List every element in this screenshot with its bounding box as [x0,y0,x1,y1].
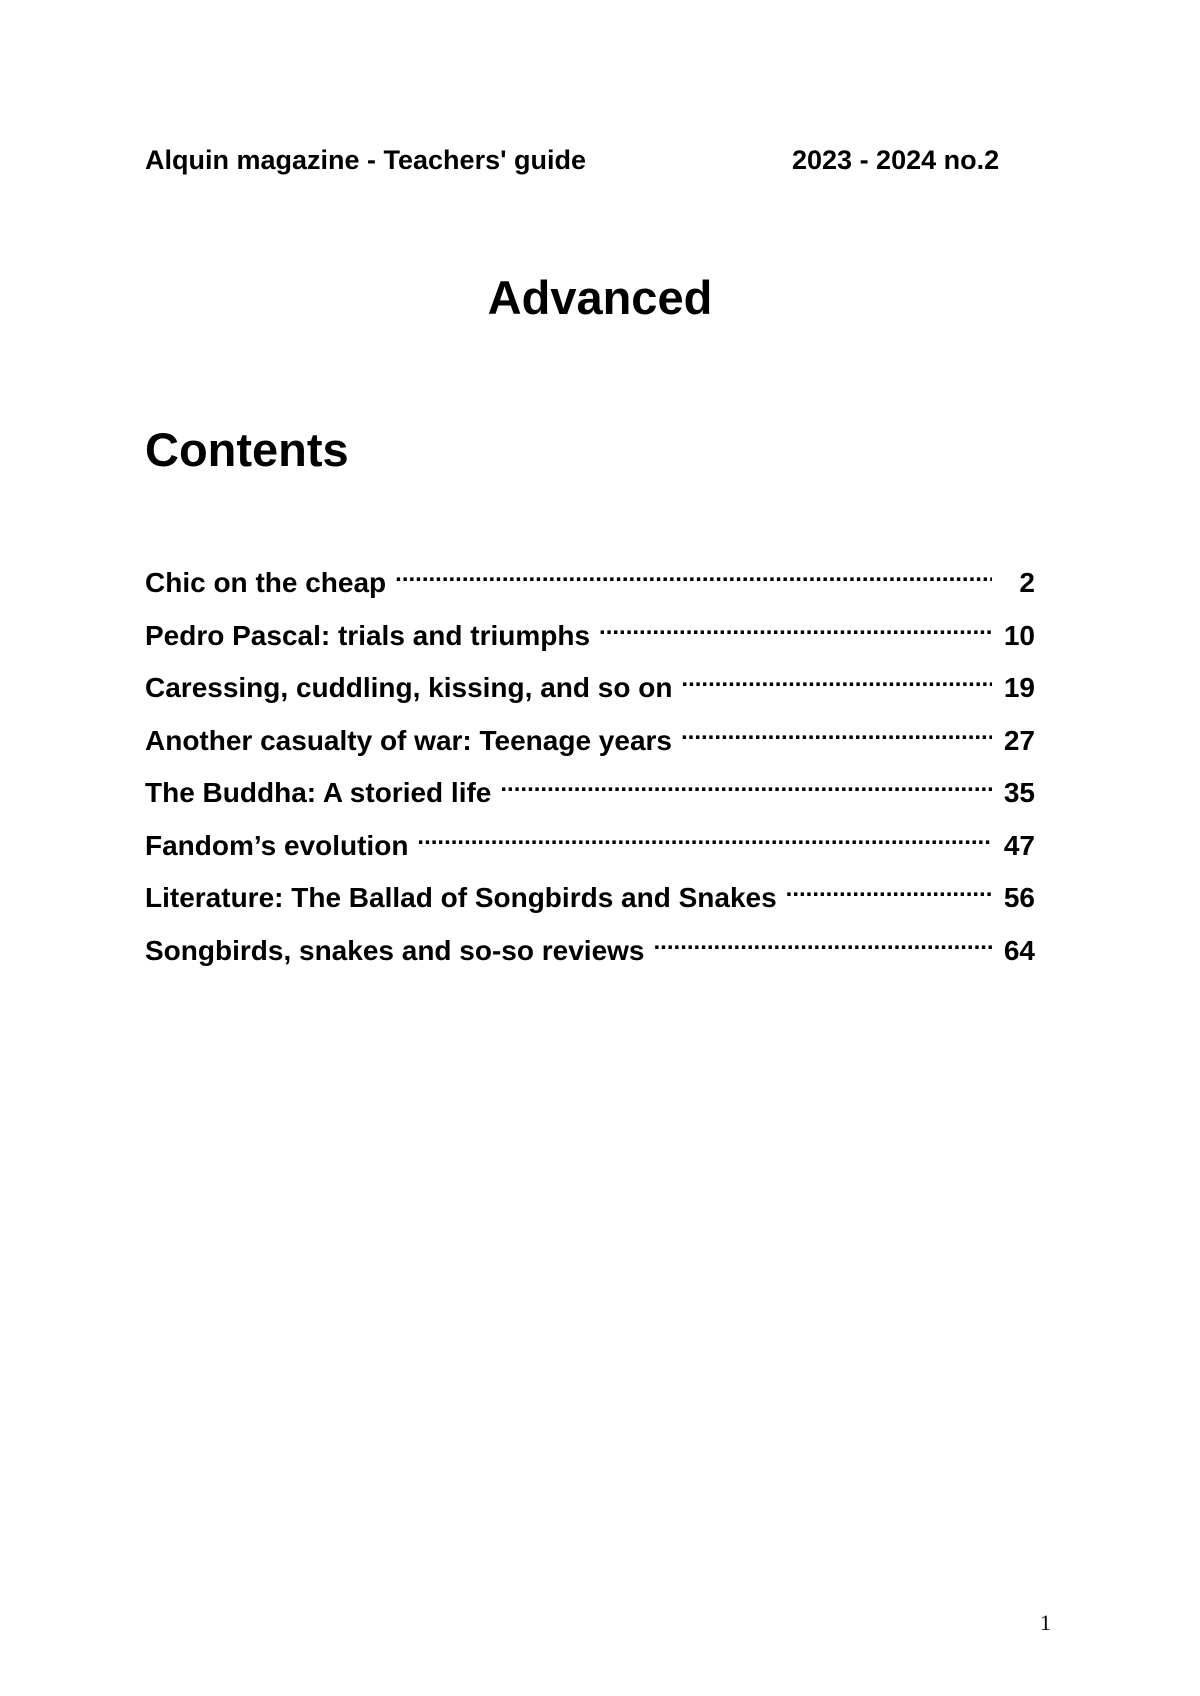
toc-entry-title: Pedro Pascal: trials and triumphs [145,619,591,651]
publication-title: Alquin magazine - Teachers' guide [145,145,587,175]
toc-entry [145,871,1035,924]
toc-entry [145,556,1035,609]
dot-leader [500,766,992,802]
contents-heading: Contents [145,423,349,476]
toc-entry-title: The Buddha: A storied life [145,777,492,808]
dot-leader [599,609,992,645]
toc-entry-page: 35 [1003,777,1035,808]
table-of-contents [145,556,1035,976]
toc-entry-title: Chic on the cheap [145,567,387,598]
toc-entry-page: 27 [1003,724,1035,756]
dot-leader [786,871,992,907]
toc-entry-page: 2 [1019,567,1035,598]
dot-leader [654,924,992,960]
dot-leader [395,556,992,592]
level-title: Advanced [487,271,713,324]
toc-entry [145,819,1035,872]
toc-entry [145,766,1035,819]
toc-entry-page: 19 [1003,672,1035,703]
dot-leader [417,819,992,855]
dot-leader [681,661,992,697]
dot-leader [681,714,992,750]
toc-entry-page: 56 [1003,882,1035,913]
toc-entry-title: Songbirds, snakes and so-so reviews [145,934,645,966]
page-header [145,145,1010,179]
issue-label: 2023 - 2024 no.2 [792,145,1000,175]
toc-entry [145,661,1035,714]
page-number: 1 [1040,1610,1051,1635]
toc-entry-title: Another casualty of war: Teenage years [145,724,672,756]
toc-entry [145,714,1035,767]
toc-entry-page: 10 [1003,619,1035,651]
toc-entry-title: Literature: The Ballad of Songbirds and Snakes [145,882,777,913]
toc-entry-page: 64 [1003,934,1035,966]
toc-entry-page: 47 [1003,829,1035,861]
toc-entry [145,924,1035,977]
toc-entry-title: Caressing, cuddling, kissing, and so on [145,672,673,703]
toc-entry-title: Fandom’s evolution [145,829,409,861]
toc-entry [145,609,1035,662]
